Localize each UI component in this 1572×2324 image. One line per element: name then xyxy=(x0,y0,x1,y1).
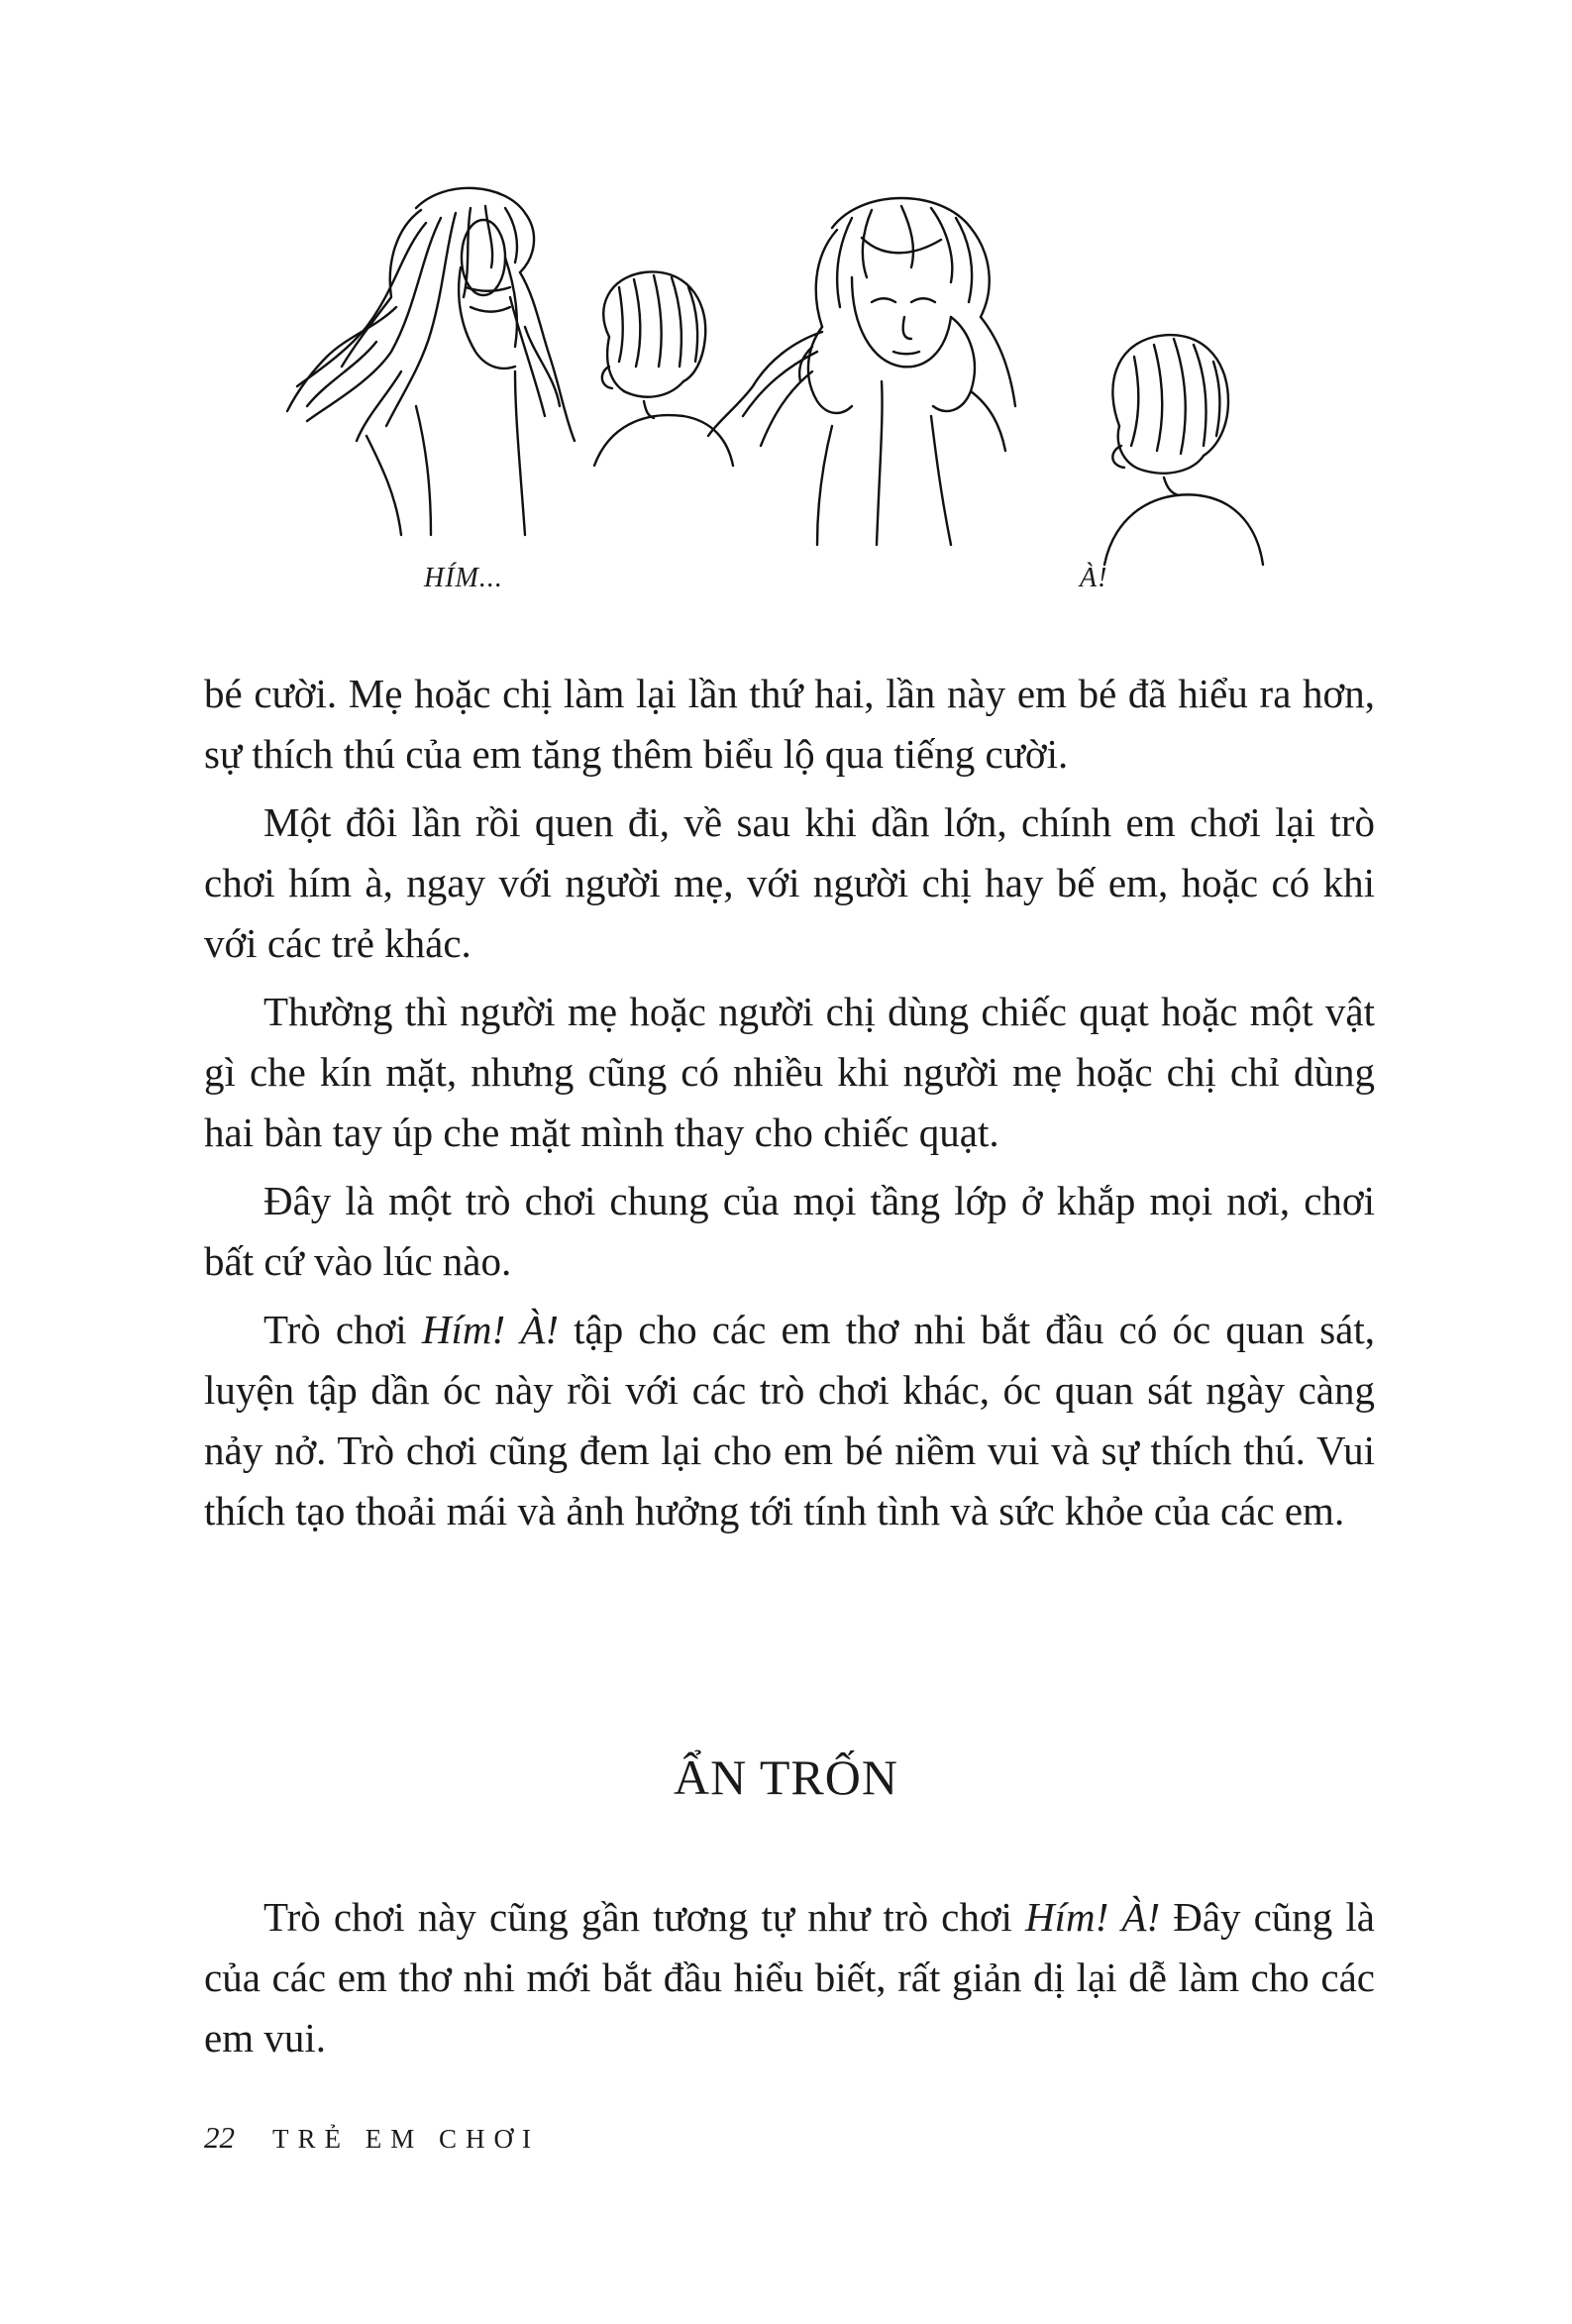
paragraph-text: Một đôi lần rồi quen đi, về sau khi dần lớn, chính em chơi lại trò chơi hím à, ngay với người mẹ, với người chị hay bế em, hoặc có khi với các trẻ khác. xyxy=(204,799,1375,966)
caption-him: HÍM... xyxy=(424,563,503,593)
paragraph xyxy=(204,792,1375,974)
body-text-bottom xyxy=(204,1887,1375,2076)
body-text-top xyxy=(204,664,1375,1549)
paragraph-text: bé cười. Mẹ hoặc chị làm lại lần thứ hai, lần này em bé đã hiểu ra hơn, sự thích thú của em tăng thêm biểu lộ qua tiếng cười. xyxy=(204,671,1375,777)
girl-covering-face-figure xyxy=(287,188,575,535)
paragraph-text: Trò chơi này cũng gần tương tự như trò chơi xyxy=(263,1894,1026,1940)
paragraph xyxy=(204,982,1375,1163)
paragraph-text: Đây là một trò chơi chung của mọi tầng lớp ở khắp mọi nơi, chơi bất cứ vào lúc nào. xyxy=(204,1178,1375,1284)
italic-title-text: Hím! À! xyxy=(421,1307,559,1352)
page-footer xyxy=(204,2120,540,2156)
paragraph-text: tập cho các em thơ nhi bắt đầu có óc quan sát, luyện tập dần óc này rồi với các trò chơi khác, óc quan sát ngày càng nảy nở. Trò chơi cũng đem lại cho em bé niềm vui và sự thích thú. Vui thích tạo thoải mái và ảnh hưởng tới tính tình và sức khỏe của các em. xyxy=(204,1307,1376,1533)
italic-title-text: Hím! À! xyxy=(1025,1894,1161,1940)
section-heading: ẨN TRỐN xyxy=(674,1749,898,1805)
page-number: 22 xyxy=(204,2120,235,2155)
paragraph xyxy=(204,1887,1375,2068)
paragraph-text: Đây cũng là của các em thơ nhi mới bắt đầu hiểu biết, rất giản dị lại dễ làm cho các em vui. xyxy=(204,1894,1375,2060)
paragraph xyxy=(204,1171,1375,1292)
paragraph-text: Trò chơi xyxy=(263,1307,422,1352)
caption-a: À! xyxy=(1080,563,1108,593)
paragraph xyxy=(204,664,1375,785)
paragraph xyxy=(204,1300,1375,1541)
paragraph-text: Thường thì người mẹ hoặc người chị dùng chiếc quạt hoặc một vật gì che kín mặt, nhưng cũng có nhiều khi người mẹ hoặc chị chỉ dùng hai bàn tay úp che mặt mình thay cho chiếc quạt. xyxy=(204,989,1375,1155)
running-title: TRẺ EM CHƠI xyxy=(272,2124,540,2154)
peekaboo-illustration xyxy=(218,168,1367,584)
child-watching-figure-2 xyxy=(1104,335,1263,565)
children-playing-peekaboo-illustration-icon xyxy=(218,168,1367,584)
girl-revealing-face-figure xyxy=(708,198,1015,545)
child-watching-figure-1 xyxy=(594,271,733,466)
